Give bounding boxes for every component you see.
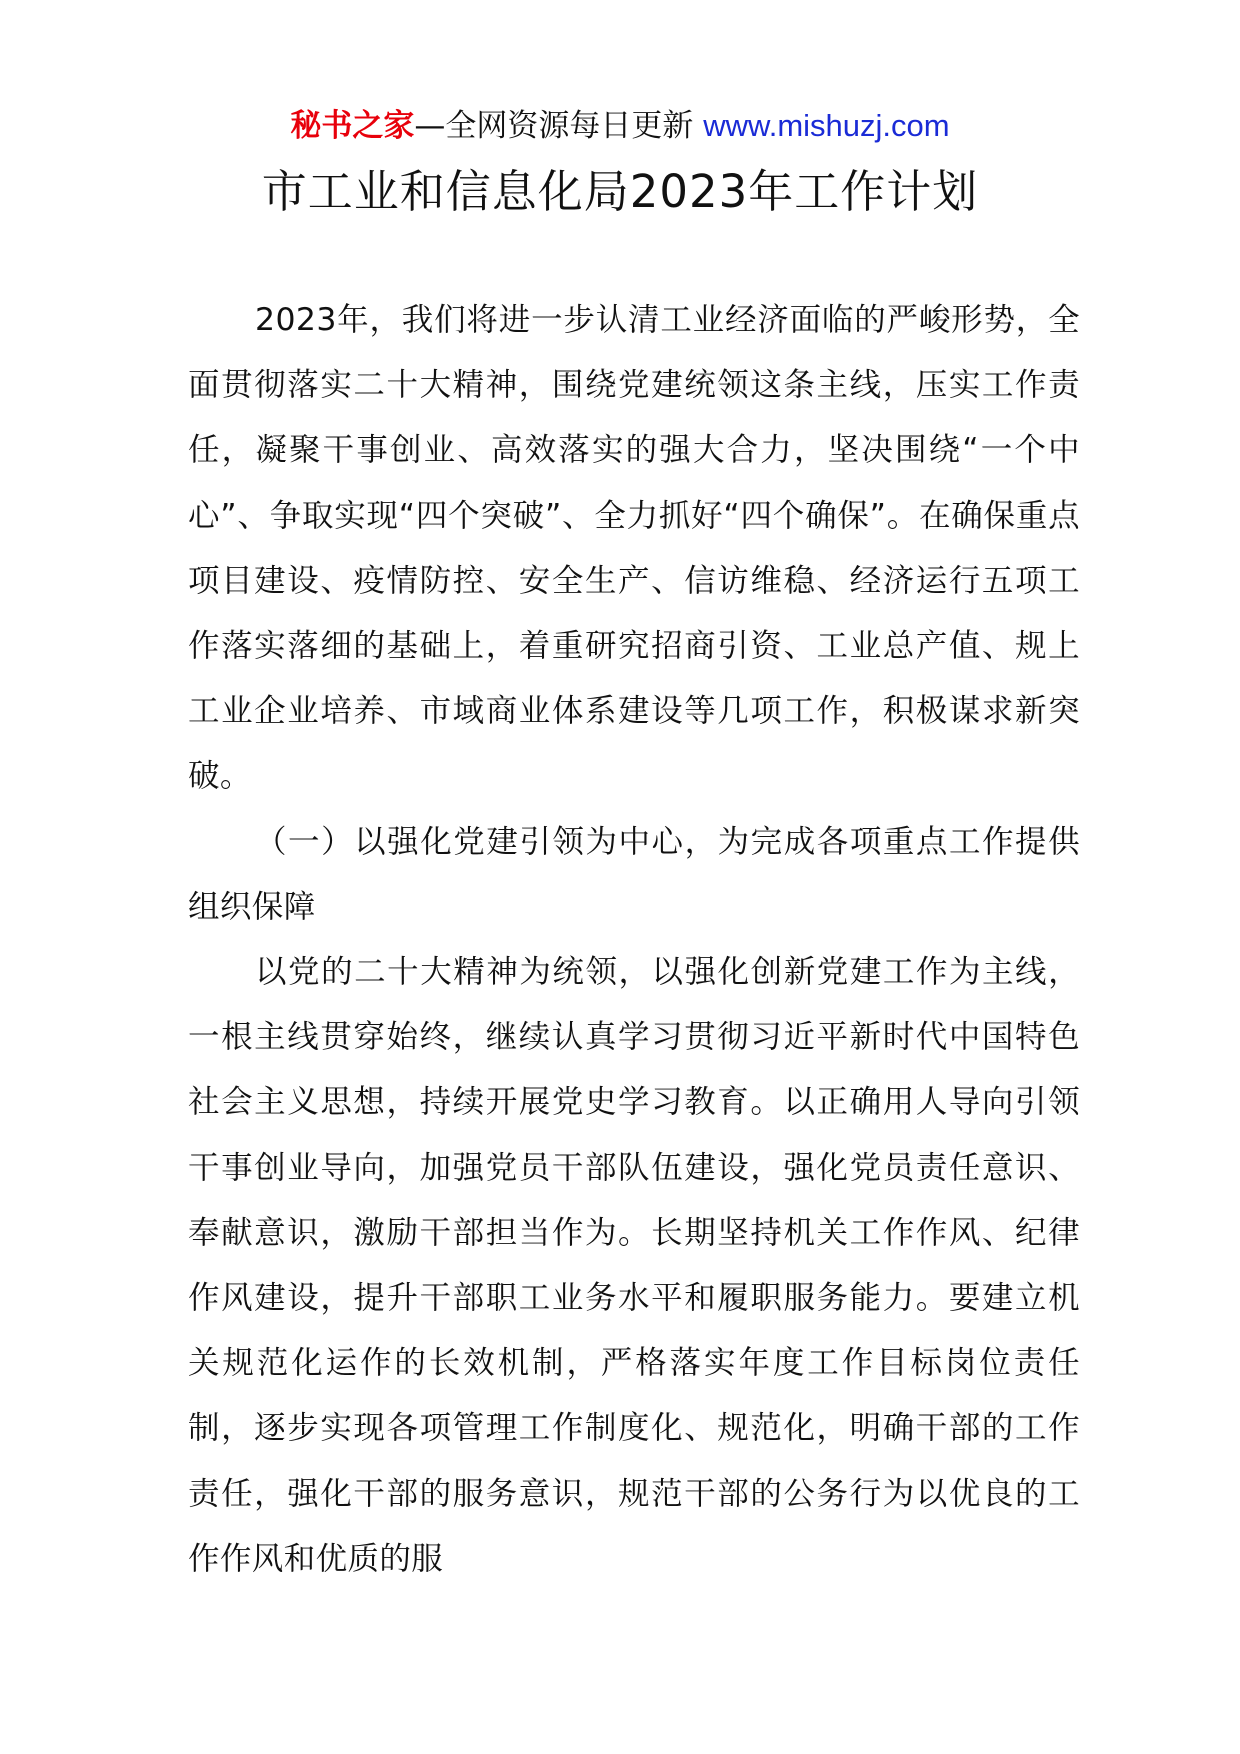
paragraph-intro: 2023年，我们将进一步认清工业经济面临的严峻形势，全面贯彻落实二十大精神，围绕党建统领这条主线，压实工作责任，凝聚干事创业、高效落实的强大合力，坚决围绕“一个中心”、争取实现“四个突破”、全力抓好“四个确保”。在确保重点项目建设、疫情防控、安全生产、信访维稳、经济运行五项工作落实落细的基础上，着重研究招商引资、工业总产值、规上工业企业培养、市域商业体系建设等几项工作，积极谋求新突破。 [188, 302, 1080, 795]
paragraph-section-1: 以党的二十大精神为统领，以强化创新党建工作为主线，一根主线贯穿始终，继续认真学习贯彻习近平新时代中国特色社会主义思想，持续开展党史学习教育。以正确用人导向引领干事创业导向，加强党员干部队伍建设，强化党员责任意识、奉献意识，激励干部担当作为。长期坚持机关工作作风、纪律作风建设，提升干部职工业务水平和履职服务能力。要建立机关规范化运作的长效机制，严格落实年度工作目标岗位责任制，逐步实现各项管理工作制度化、规范化，明确干部的工作责任，强化干部的服务意识，规范干部的公务行为以优良的工作作风和优质的服 [188, 954, 1080, 1577]
section-heading-1: （一）以强化党建引领为中心，为完成各项重点工作提供组织保障 [188, 823, 1080, 925]
document-body [188, 288, 1080, 1592]
document-title: 市工业和信息化局2023年工作计划 [261, 165, 979, 218]
slogan-text: —全网资源每日更新 [414, 108, 704, 144]
brand-name: 秘书之家 [290, 108, 415, 144]
site-url-link[interactable]: www.mishuzj.com [703, 108, 950, 143]
site-header [0, 104, 1240, 148]
